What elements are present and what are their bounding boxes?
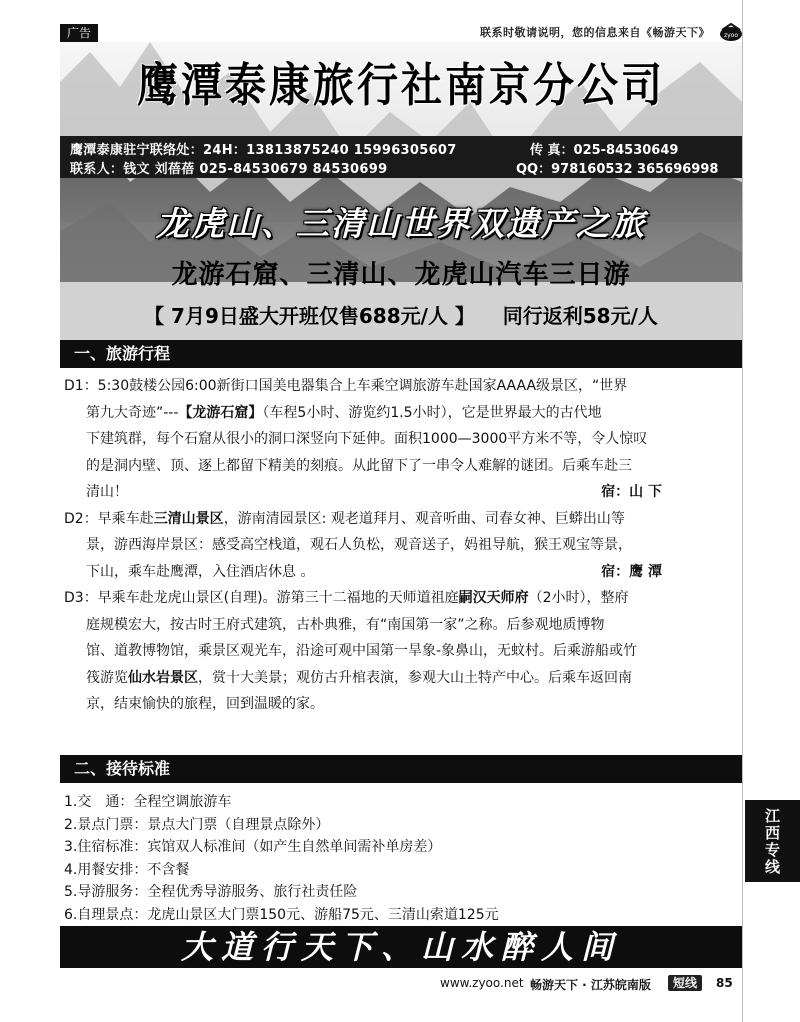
highlight-tianshi-mansion: 嗣汉天师府 bbox=[458, 590, 529, 606]
contact-people: 联系人：钱文 刘蓓蓓 025-84530679 84530699 bbox=[70, 162, 388, 177]
text-run: 第九大奇迹”--- bbox=[86, 404, 179, 421]
side-tab-jiangxi bbox=[745, 800, 800, 882]
itinerary-line: D1：5:30鼓楼公园6:00新街口国美电器集合上车乘空调旅游车赴国家AAAA级景区，“世界 bbox=[64, 378, 628, 394]
list-item: 1.交 通：全程空调旅游车 bbox=[64, 794, 232, 810]
side-tab-char: 江 bbox=[764, 807, 780, 825]
overnight-label: 宿：山 下 bbox=[601, 484, 662, 500]
section-header-itinerary bbox=[60, 340, 742, 368]
list-item: 6.自理景点：龙虎山景区大门票150元、游船75元、三清山索道125元 bbox=[64, 906, 499, 923]
promo-line: 【 7月9日盛大开班仅售688元/人 】 同行返利58元/人 bbox=[144, 304, 658, 328]
itinerary-line bbox=[64, 559, 734, 586]
itinerary-line bbox=[64, 506, 734, 533]
qq-numbers: QQ：978160532 365696998 bbox=[516, 162, 719, 177]
contact-bar bbox=[60, 136, 742, 178]
contact-row-office bbox=[70, 139, 457, 158]
hero-banner bbox=[60, 42, 742, 342]
page-number: 85 bbox=[716, 976, 733, 990]
section-header-standards bbox=[60, 755, 742, 783]
fax-number: 传 真：025-84530649 bbox=[530, 143, 679, 158]
ad-tag: 广告 bbox=[60, 24, 98, 42]
globe-logo-icon bbox=[718, 22, 744, 42]
svg-text:zyoo: zyoo bbox=[723, 32, 739, 39]
itinerary-body bbox=[64, 373, 734, 718]
agency-title: 鹰潭泰康旅行社南京分公司 bbox=[137, 58, 665, 113]
side-tab-char: 西 bbox=[764, 824, 780, 842]
itinerary-line bbox=[64, 585, 734, 612]
source-note: 联系时敬请说明，您的信息来自《畅游天下》 bbox=[480, 26, 710, 39]
text-run: 下山，乘车赴鹰潭，入住酒店休息 。 bbox=[86, 563, 315, 580]
side-tab-char: 线 bbox=[764, 858, 780, 876]
list-item: 5.导游服务：全程优秀导游服务、旅行社责任险 bbox=[64, 884, 358, 900]
side-tab-char: 专 bbox=[764, 841, 780, 859]
itinerary-line: 庭规模宏大，按古时王府式建筑，古朴典雅，有“南国第一家”之称。后参观地质博物 bbox=[86, 616, 605, 633]
highlight-sanqingshan: 三清山景区 bbox=[153, 510, 224, 527]
footer-slogan: 大道行天下、山水醉人间 bbox=[60, 926, 742, 968]
list-item: 2.景点门票：景点大门票（自理景点除外） bbox=[64, 816, 330, 833]
overnight-label: 宿：鹰 潭 bbox=[601, 563, 662, 580]
text-run: D3：早乘车赴龙虎山景区(自理)。游第三十二福地的天师道祖庭 bbox=[64, 590, 459, 606]
itinerary-line: 馆、道教博物馆，乘景区观光车，沿途可观中国第一旱象-象鼻山，无蚊村。后乘游船或竹 bbox=[86, 643, 638, 659]
service-standards-list bbox=[64, 791, 724, 926]
section-title: 二、接待标准 bbox=[74, 759, 171, 778]
itinerary-line: 京，结束愉快的旅程，回到温暖的家。 bbox=[86, 696, 324, 712]
footer-brand: 畅游天下 · 江苏皖南版 bbox=[530, 978, 651, 992]
highlight-xianshuiyan: 仙水岩景区 bbox=[128, 669, 198, 686]
itinerary-line bbox=[64, 479, 734, 506]
text-run: （2小时），整府 bbox=[528, 590, 629, 606]
itinerary-line: 下建筑群，每个石窟从很小的洞口深竖向下延伸。面积1000—3000平方米不等，令人惊叹 bbox=[86, 431, 648, 447]
list-item: 3.住宿标准：宾馆双人标准间（如产生自然单间需补单房差） bbox=[64, 839, 442, 855]
text-run: ，游南清园景区: 观老道拜月、观音听曲、司春女神、巨蟒出山等 bbox=[223, 510, 625, 527]
section-title: 一、旅游行程 bbox=[74, 344, 171, 363]
category-badge: 短线 bbox=[668, 975, 702, 991]
footer-url[interactable]: www.zyoo.net bbox=[440, 976, 524, 990]
text-run: ，赏十大美景；观仿古升棺表演，参观大山土特产中心。后乘车返回南 bbox=[198, 669, 632, 686]
itinerary-line: 的是洞内壁、顶、逐上都留下精美的刻痕。从此留下了一串令人难解的谜团。后乘车赴三 bbox=[86, 457, 632, 474]
highlight-longyou-grottoes: 【龙游石窟】 bbox=[178, 404, 263, 421]
text-run: 清山！ bbox=[86, 484, 128, 500]
tour-subtitle: 龙游石窟、三清山、龙虎山汽车三日游 bbox=[171, 260, 631, 290]
text-run: D2：早乘车赴 bbox=[64, 510, 154, 527]
itinerary-line: 景，游西海岸景区：感受高空栈道，观石人负松，观音送子，妈祖导航，猴王观宝等景， bbox=[86, 537, 632, 553]
list-item: 4.用餐安排：不含餐 bbox=[64, 861, 190, 878]
text-run: 筏游览 bbox=[86, 669, 128, 686]
text-run: （车程5小时、游览约1.5小时），它是世界最大的古代地 bbox=[262, 404, 602, 421]
tour-slogan: 龙虎山、三清山世界双遗产之旅 bbox=[156, 204, 646, 243]
office-label: 鹰潭泰康驻宁联络处： bbox=[70, 143, 204, 158]
right-margin-rule bbox=[742, 0, 743, 1022]
hotline-numbers: 24H：13813875240 15996305607 bbox=[203, 143, 457, 158]
itinerary-line bbox=[64, 400, 734, 427]
itinerary-line bbox=[64, 665, 734, 692]
